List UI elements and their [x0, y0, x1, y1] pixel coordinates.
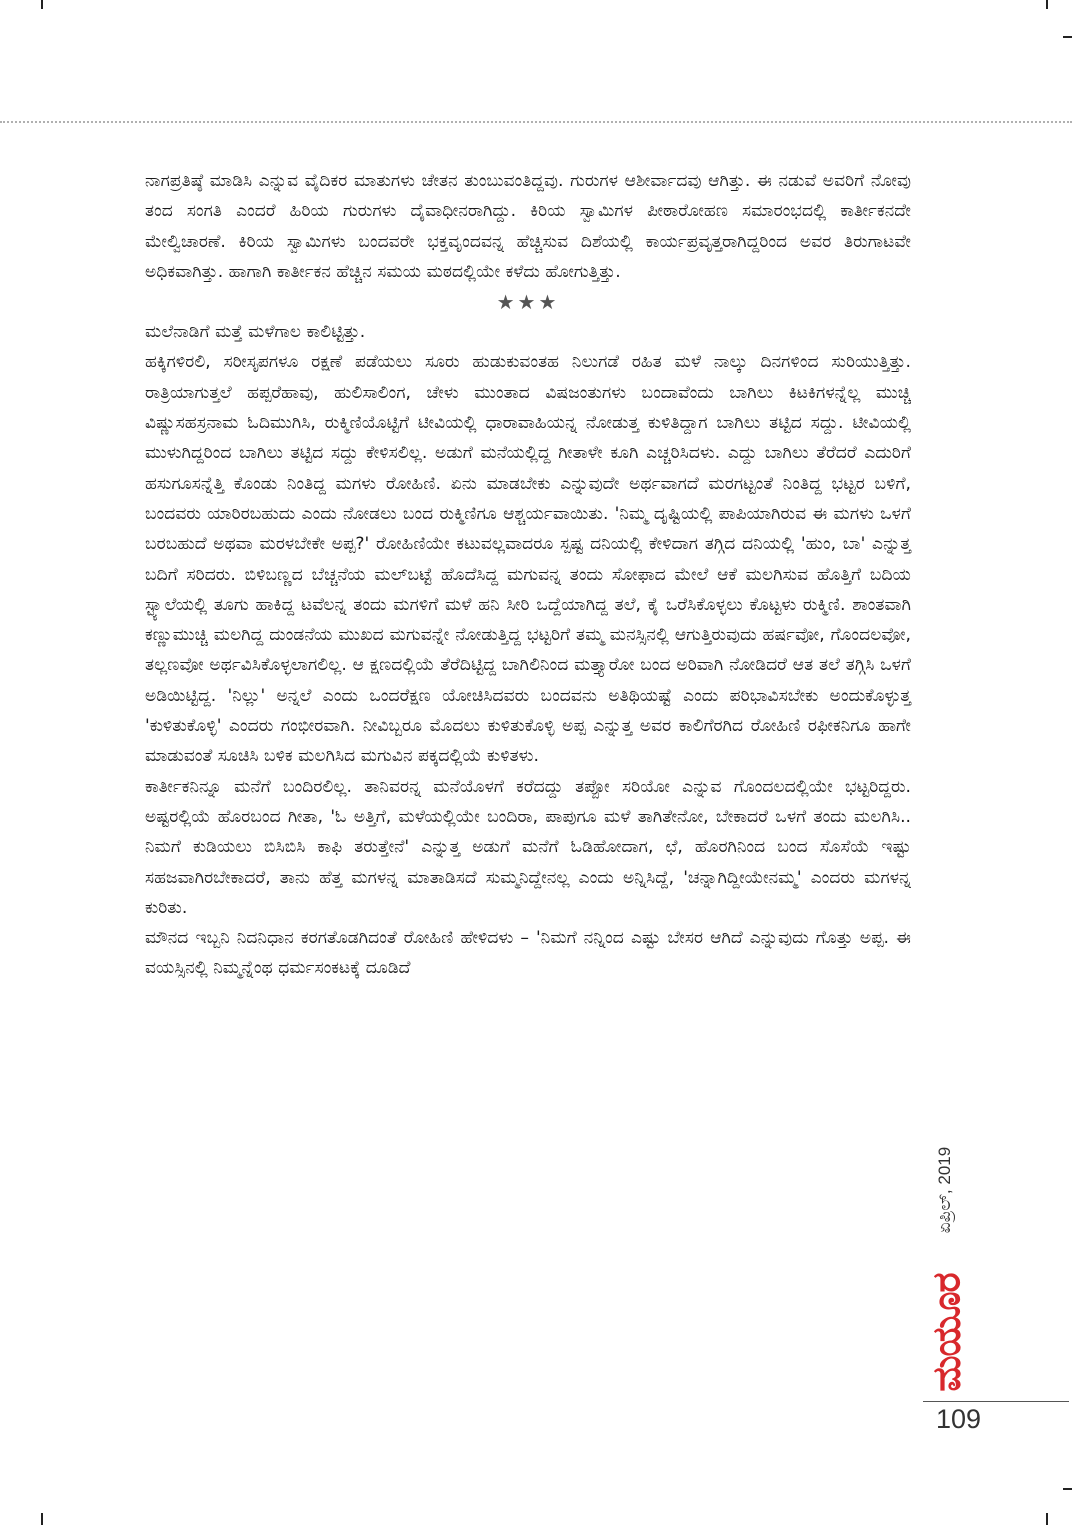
footer-rule — [923, 1401, 1069, 1402]
crop-mark-bottom-right — [1046, 1513, 1048, 1525]
paragraph-5: ಮೌನದ ಇಬ್ಬನಿ ನಿದನಿಧಾನ ಕರಗತೊಡಗಿದಂತೆ ರೋಹಿಣಿ ಹೇಳಿದಳು – 'ನಿಮಗೆ ನನ್ನಿಂದ ಎಷ್ಟು ಬೇಸರ ಆಗಿದೆ ಎನ್ನುವುದು ಗೊತ್ತು ಅಪ್ಪ. ಈ ವಯಸ್ಸಿನಲ್ಲಿ ನಿಮ್ಮನ್ನೆಂಥ ಧರ್ಮಸಂಕಟಕ್ಕೆ ದೂಡಿದೆ — [145, 928, 911, 979]
section-separator: ★★★ — [496, 290, 560, 315]
crop-mark-right-lower — [1063, 1488, 1072, 1490]
page-number: 109 — [936, 1404, 982, 1434]
paragraph-1: ನಾಗಪ್ರತಿಷ್ಠೆ ಮಾಡಿಸಿ ಎನ್ನುವ ವೈದಿಕರ ಮಾತುಗಳು ಚೇತನ ತುಂಬುವಂತಿದ್ದವು. ಗುರುಗಳ ಆಶೀರ್ವಾದವು ಆಗಿತ್ತು. ಈ ನಡುವೆ ಅವರಿಗೆ ನೋವು ತಂದ ಸಂಗತಿ ಎಂದರೆ ಹಿರಿಯ ಗುರುಗಳು ದೈವಾಧೀನರಾಗಿದ್ದು. ಕಿರಿಯ ಸ್ವಾಮಿಗಳ ಪೀಠಾರೋಹಣ ಸಮಾರಂಭದಲ್ಲಿ ಕಾರ್ತೀಕನದೇ ಮೇಲ್ವಿಚಾರಣೆ. ಕಿರಿಯ ಸ್ವಾಮಿಗಳು ಬಂದವರೇ ಭಕ್ತವೃಂದವನ್ನ ಹೆಚ್ಚಿಸುವ ದಿಶೆಯಲ್ಲಿ ಕಾರ್ಯಪ್ರವೃತ್ತರಾಗಿದ್ದರಿಂದ ಅವರ ತಿರುಗಾಟವೇ ಅಧಿಕವಾಗಿತ್ತು. ಹಾಗಾಗಿ ಕಾರ್ತೀಕನ ಹೆಚ್ಚಿನ ಸಮಯ ಮಠದಲ್ಲಿಯೇ ಕಳೆದು ಹೋಗುತ್ತಿತ್ತು. — [145, 171, 911, 282]
crop-mark-bottom-left — [41, 1513, 43, 1525]
magazine-logo — [922, 1270, 972, 1395]
paragraph-3: ಹಕ್ಕಿಗಳಿರಲಿ, ಸರೀಸೃಪಗಳೂ ರಕ್ಷಣೆ ಪಡೆಯಲು ಸೂರು ಹುಡುಕುವಂತಹ ನಿಲುಗಡೆ ರಹಿತ ಮಳೆ ನಾಲ್ಕು ದಿನಗಳಿಂದ ಸುರಿಯುತ್ತಿತ್ತು. ರಾತ್ರಿಯಾಗುತ್ತಲೆ ಹಪ್ಪರೆಹಾವು, ಹುಲಿಸಾಲಿಂಗ, ಚೇಳು ಮುಂತಾದ ವಿಷಜಂತುಗಳು ಬಂದಾವೆಂದು ಬಾಗಿಲು ಕಿಟಕಿಗಳನ್ನೆಲ್ಲ ಮುಚ್ಚಿ ವಿಷ್ಣುಸಹಸ್ರನಾಮ ಓದಿಮುಗಿಸಿ, ರುಕ್ಮಿಣಿಯೊಟ್ಟಿಗೆ ಟೀವಿಯಲ್ಲಿ ಧಾರಾವಾಹಿಯನ್ನ ನೋಡುತ್ತ ಕುಳಿತಿದ್ದಾಗ ಬಾಗಿಲು ತಟ್ಟಿದ ಸದ್ದು. ಟೀವಿಯಲ್ಲಿ ಮುಳುಗಿದ್ದರಿಂದ ಬಾಗಿಲು ತಟ್ಟಿದ ಸದ್ದು ಕೇಳಿಸಲಿಲ್ಲ. ಅಡುಗೆ ಮನೆಯಲ್ಲಿದ್ದ ಗೀತಾಳೇ ಕೂಗಿ ಎಚ್ಚರಿಸಿದಳು. ಎದ್ದು ಬಾಗಿಲು ತೆರೆದರೆ ಎದುರಿಗೆ ಹಸುಗೂಸನ್ನೆತ್ತಿ ಕೊಂಡು ನಿಂತಿದ್ದ ಮಗಳು ರೋಹಿಣಿ. ಏನು ಮಾಡಬೇಕು ಎನ್ನುವುದೇ ಅರ್ಥವಾಗದೆ ಮರಗಟ್ಟಂತೆ ನಿಂತಿದ್ದ ಭಟ್ಟರ ಬಳಿಗೆ, ಬಂದವರು ಯಾರಿರಬಹುದು ಎಂದು ನೋಡಲು ಬಂದ ರುಕ್ಮಿಣಿಗೂ ಆಶ್ಚರ್ಯವಾಯಿತು. 'ನಿಮ್ಮ ದೃಷ್ಟಿಯಲ್ಲಿ ಪಾಪಿಯಾಗಿರುವ ಈ ಮಗಳು ಒಳಗೆ ಬರಬಹುದೆ ಅಥವಾ ಮರಳಬೇಕೇ ಅಪ್ಪ?' ರೋಹಿಣಿಯೇ ಕಟುವಲ್ಲವಾದರೂ ಸ್ಪಷ್ಟ ದನಿಯಲ್ಲಿ ಕೇಳಿದಾಗ ತಗ್ಗಿದ ದನಿಯಲ್ಲಿ 'ಹುಂ, ಬಾ' ಎನ್ನುತ್ತ ಬದಿಗೆ ಸರಿದರು. ಬಿಳಿಬಣ್ಣದ ಬೆಚ್ಚನೆಯ ಮಲ್‌ಬಟ್ಟೆ ಹೊದೆಸಿದ್ದ ಮಗುವನ್ನ ತಂದು ಸೋಫಾದ ಮೇಲೆ ಆಕೆ ಮಲಗಿಸುವ ಹೊತ್ತಿಗೆ ಬದಿಯ ಸ್ಟ್ಯಾಲೆಯಲ್ಲಿ ತೂಗು ಹಾಕಿದ್ದ ಟವೆಲನ್ನ ತಂದು ಮಗಳಿಗೆ ಮಳೆ ಹನಿ ಸೀರಿ ಒದ್ದೆಯಾಗಿದ್ದ ತಲೆ, ಕೈ ಒರೆಸಿಕೊಳ್ಳಲು ಕೊಟ್ಟಳು ರುಕ್ಮಿಣಿ. ಶಾಂತವಾಗಿ ಕಣ್ಣುಮುಚ್ಚಿ ಮಲಗಿದ್ದ ದುಂಡನೆಯ ಮುಖದ ಮಗುವನ್ನೇ ನೋಡುತ್ತಿದ್ದ ಭಟ್ಟರಿಗೆ ತಮ್ಮ ಮನಸ್ಸಿನಲ್ಲಿ ಆಗುತ್ತಿರುವುದು ಹರ್ಷವೋ, ಗೊಂದಲವೋ, ತಲ್ಲಣವೋ ಅರ್ಥವಿಸಿಕೊಳ್ಳಲಾಗಲಿಲ್ಲ. ಆ ಕ್ಷಣದಲ್ಲಿಯೆ ತೆರೆದಿಟ್ಟಿದ್ದ ಬಾಗಿಲಿನಿಂದ ಮತ್ತ್ಯಾರೋ ಬಂದ ಅರಿವಾಗಿ ನೋಡಿದರೆ ಆತ ತಲೆ ತಗ್ಗಿಸಿ ಒಳಗೆ ಅಡಿಯಿಟ್ಟಿದ್ದ. 'ನಿಲ್ಲು' ಅನ್ನಲೆ ಎಂದು ಒಂದರೆಕ್ಷಣ ಯೋಚಿಸಿದವರು ಬಂದವನು ಅತಿಥಿಯಷ್ಟೆ ಎಂದು ಪರಿಭಾವಿಸಬೇಕು ಅಂದುಕೊಳ್ಳುತ್ತ 'ಕುಳಿತುಕೊಳ್ಳಿ' ಎಂದರು ಗಂಭೀರವಾಗಿ. ನೀವಿಬ್ಬರೂ ಮೊದಲು ಕುಳಿತುಕೊಳ್ಳಿ ಅಪ್ಪ ಎನ್ನುತ್ತ ಅವರ ಕಾಲಿಗೆರಗಿದ ರೋಹಿಣಿ ರಫೀಕನಿಗೂ ಹಾಗೇ ಮಾಡುವಂತೆ ಸೂಚಿಸಿ ಬಳಿಕ ಮಲಗಿಸಿದ ಮಗುವಿನ ಪಕ್ಕದಲ್ಲಿಯೆ ಕುಳಿತಳು. — [145, 352, 911, 767]
article-body — [145, 166, 911, 984]
paragraph-4: ಕಾರ್ತೀಕನಿನ್ನೂ ಮನೆಗೆ ಬಂದಿರಲಿಲ್ಲ. ತಾನಿವರನ್ನ ಮನೆಯೊಳಗೆ ಕರೆದದ್ದು ತಪ್ಪೋ ಸರಿಯೋ ಎನ್ನುವ ಗೊಂದಲದಲ್ಲಿಯೇ ಭಟ್ಟರಿದ್ದರು. ಅಷ್ಟರಲ್ಲಿಯೆ ಹೊರಬಂದ ಗೀತಾ, 'ಓ ಅತ್ತಿಗೆ, ಮಳೆಯಲ್ಲಿಯೇ ಬಂದಿರಾ, ಪಾಪುಗೂ ಮಳೆ ತಾಗಿತೇನೋ, ಬೇಕಾದರೆ ಒಳಗೆ ತಂದು ಮಲಗಿಸಿ.. ನಿಮಗೆ ಕುಡಿಯಲು ಬಿಸಿಬಿಸಿ ಕಾಫಿ ತರುತ್ತೇನೆ' ಎನ್ನುತ್ತ ಅಡುಗೆ ಮನೆಗೆ ಓಡಿಹೋದಾಗ, ಛೆ, ಹೊರಗಿನಿಂದ ಬಂದ ಸೊಸೆಯೆ ಇಷ್ಟು ಸಹಜವಾಗಿರಬೇಕಾದರೆ, ತಾನು ಹೆತ್ತ ಮಗಳನ್ನ ಮಾತಾಡಿಸದೆ ಸುಮ್ಮನಿದ್ದೇನಲ್ಲ ಎಂದು ಅನ್ನಿಸಿದ್ದೆ, 'ಚನ್ನಾಗಿದ್ದೀಯೇನಮ್ಮ' ಎಂದರು ಮಗಳನ್ನ ಕುರಿತು. — [145, 776, 911, 918]
issue-date — [925, 1120, 965, 1260]
crop-mark-right-upper — [1063, 36, 1072, 38]
issue-date-text: ಏಪ್ರಿಲ್, 2019 — [935, 1146, 954, 1234]
magazine-logo-text: ಮಯೂರ — [924, 1273, 969, 1392]
header-dotted-rule — [0, 121, 1072, 123]
crop-mark-top-right — [1046, 0, 1048, 9]
crop-mark-top-left — [41, 0, 43, 9]
paragraph-2: ಮಲೆನಾಡಿಗೆ ಮತ್ತೆ ಮಳೆಗಾಲ ಕಾಲಿಟ್ಟಿತ್ತು. — [145, 322, 366, 343]
